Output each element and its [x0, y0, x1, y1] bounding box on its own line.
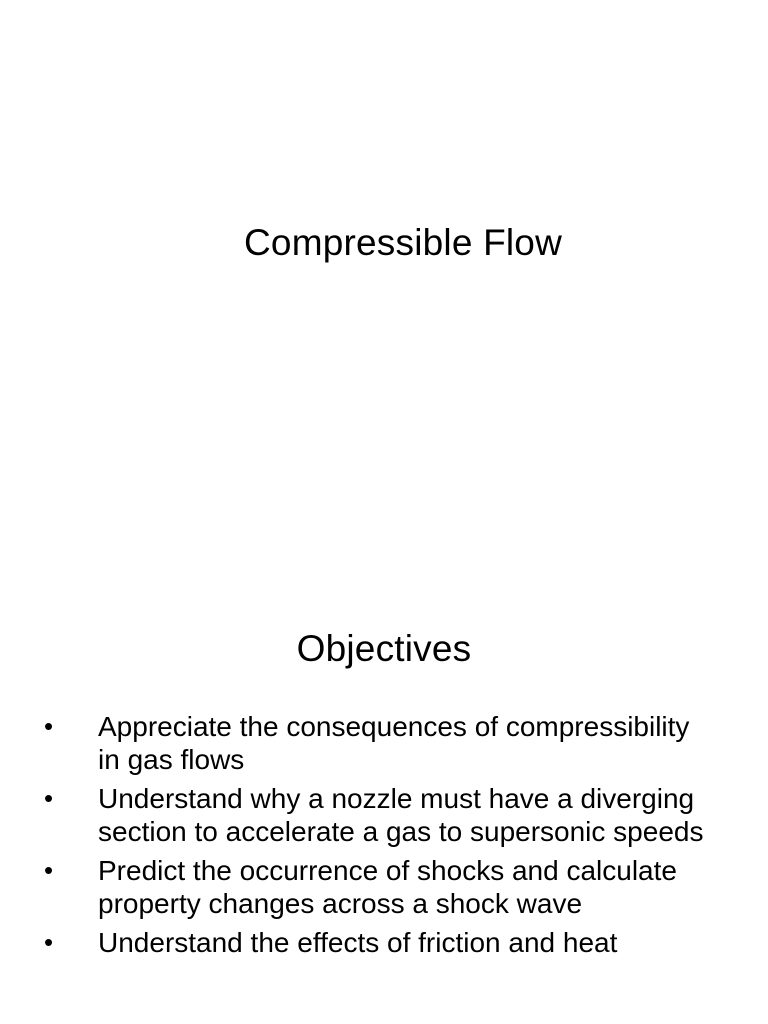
slide-title: Objectives	[296, 628, 472, 669]
objective-text: Understand why a nozzle must have a diverging section to accelerate a gas to supersonic speeds	[98, 783, 704, 847]
objective-text: Understand the effects of friction and heat	[98, 927, 618, 958]
bullet-icon: •	[44, 855, 54, 885]
bullet-icon: •	[44, 927, 54, 957]
objective-item	[44, 926, 704, 959]
objective-text: Predict the occurrence of shocks and calculate property changes across a shock wave	[98, 855, 677, 919]
objective-item	[44, 710, 704, 776]
objective-item	[44, 782, 704, 848]
objectives-list	[44, 710, 704, 965]
objective-item	[44, 854, 704, 920]
bullet-icon: •	[44, 783, 54, 813]
objective-text: Appreciate the consequences of compressibility in gas flows	[98, 711, 690, 775]
slide-title: Compressible Flow	[244, 222, 562, 263]
objectives-slide	[0, 576, 768, 1024]
bullet-icon: •	[44, 711, 54, 741]
